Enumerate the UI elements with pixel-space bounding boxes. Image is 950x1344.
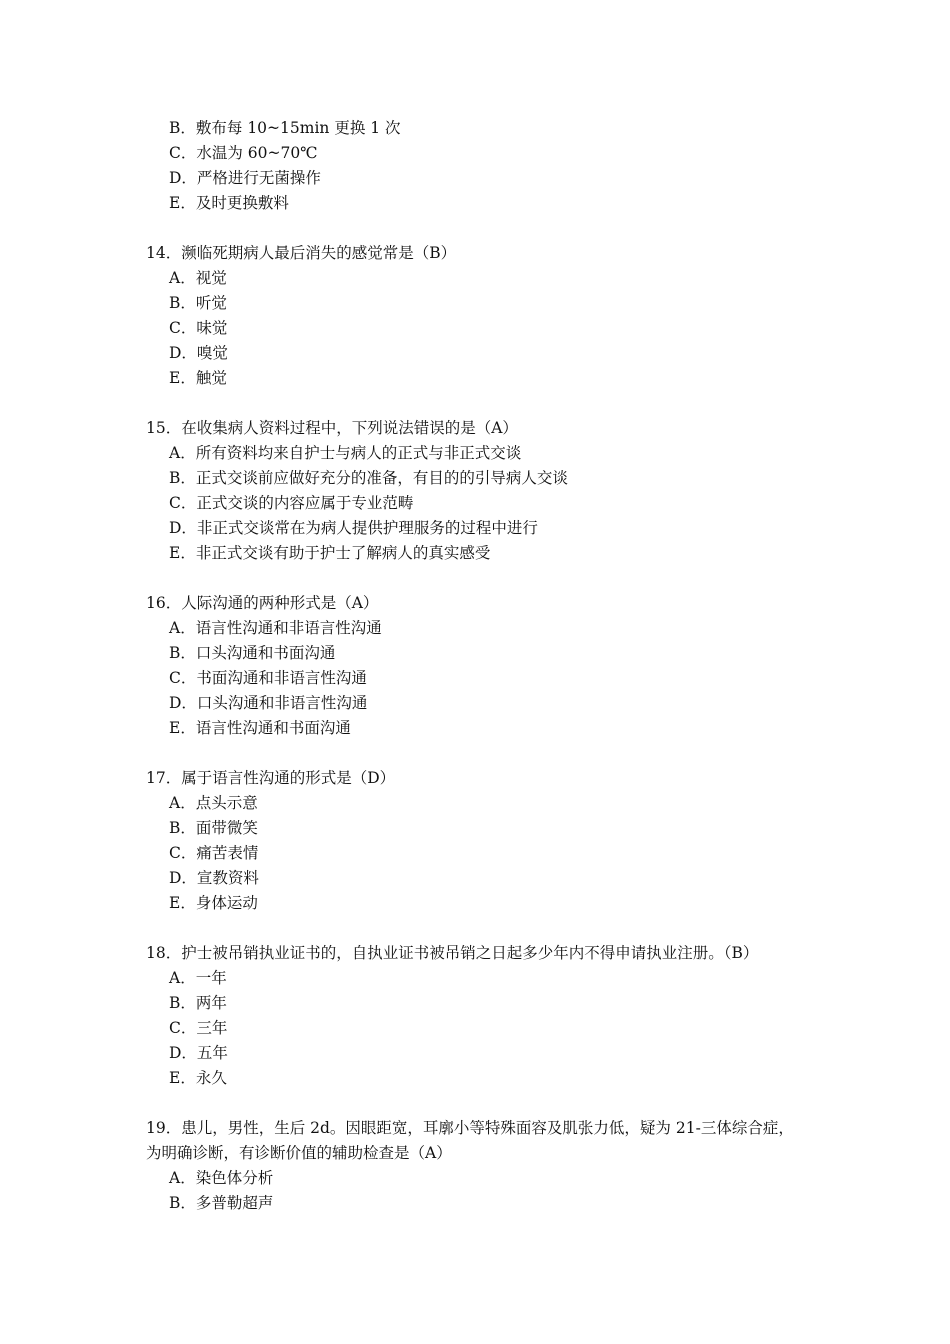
question-19 — [146, 1116, 826, 1216]
question-15 — [146, 416, 826, 566]
question-16 — [146, 591, 826, 741]
question-stem: 16．人际沟通的两种形式是（A） — [146, 594, 379, 612]
option-line: B．口头沟通和书面沟通 — [169, 644, 336, 662]
question-14 — [146, 241, 826, 391]
option-line: A．点头示意 — [169, 794, 258, 812]
carryover-options — [146, 116, 826, 216]
option-line: D．口头沟通和非语言性沟通 — [169, 694, 368, 712]
question-stem: 19．患儿，男性，生后 2d。因眼距宽，耳廓小等特殊面容及肌张力低，疑为 21-三体综合症， — [146, 1119, 794, 1137]
option-line: D．严格进行无菌操作 — [169, 169, 321, 187]
option-line: D．非正式交谈常在为病人提供护理服务的过程中进行 — [169, 519, 538, 537]
option-line: B．多普勒超声 — [169, 1194, 274, 1212]
question-stem-continuation: 为明确诊断，有诊断价值的辅助检查是（A） — [146, 1144, 452, 1162]
option-line: B．两年 — [169, 994, 227, 1012]
option-line: E．触觉 — [169, 369, 227, 387]
option-line: C．痛苦表情 — [169, 844, 259, 862]
option-line: C．书面沟通和非语言性沟通 — [169, 669, 367, 687]
option-line: E．语言性沟通和书面沟通 — [169, 719, 351, 737]
option-line: A．所有资料均来自护士与病人的正式与非正式交谈 — [169, 444, 522, 462]
option-line: C．三年 — [169, 1019, 228, 1037]
option-line: A．一年 — [169, 969, 227, 987]
question-18 — [146, 941, 826, 1091]
option-line: C．水温为 60~70℃ — [169, 144, 318, 162]
question-stem: 18．护士被吊销执业证书的，自执业证书被吊销之日起多少年内不得申请执业注册。（B） — [146, 944, 759, 962]
option-line: B．敷布每 10~15min 更换 1 次 — [169, 119, 401, 137]
option-line: D．嗅觉 — [169, 344, 228, 362]
question-17 — [146, 766, 826, 916]
option-line: C．正式交谈的内容应属于专业范畴 — [169, 494, 414, 512]
option-line: E．非正式交谈有助于护士了解病人的真实感受 — [169, 544, 491, 562]
question-stem: 15．在收集病人资料过程中，下列说法错误的是（A） — [146, 419, 518, 437]
option-line: E．及时更换敷料 — [169, 194, 289, 212]
option-line: B．面带微笑 — [169, 819, 258, 837]
option-line: C．味觉 — [169, 319, 228, 337]
question-stem: 17．属于语言性沟通的形式是（D） — [146, 769, 396, 787]
option-line: A．视觉 — [169, 269, 227, 287]
question-list — [146, 116, 826, 1216]
option-line: E．永久 — [169, 1069, 227, 1087]
option-line: A．语言性沟通和非语言性沟通 — [169, 619, 382, 637]
question-stem: 14．濒临死期病人最后消失的感觉常是（B） — [146, 244, 457, 262]
option-line: B．正式交谈前应做好充分的准备，有目的的引导病人交谈 — [169, 469, 568, 487]
option-line: E．身体运动 — [169, 894, 258, 912]
option-line: D．五年 — [169, 1044, 228, 1062]
option-line: D．宣教资料 — [169, 869, 259, 887]
option-line: A．染色体分析 — [169, 1169, 274, 1187]
option-line: B．听觉 — [169, 294, 227, 312]
